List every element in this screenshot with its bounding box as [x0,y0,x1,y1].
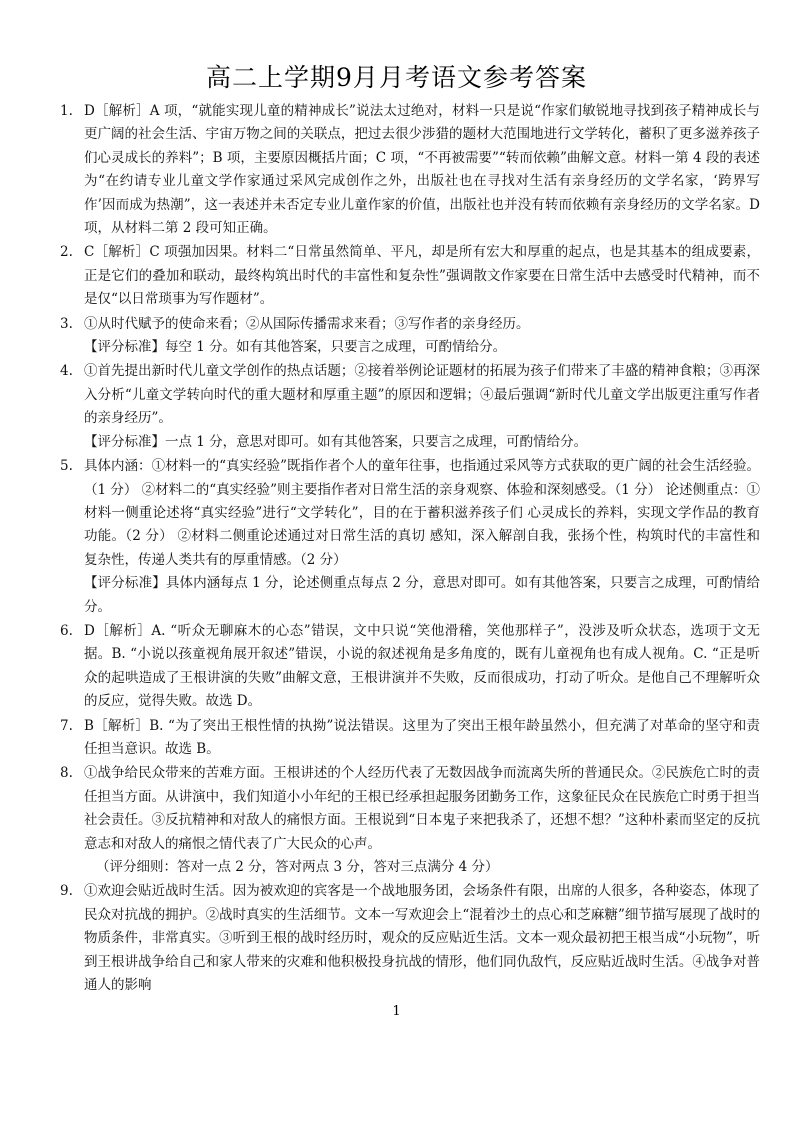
answer-item-4 [60,360,760,454]
scoring-note: 【评分标准】具体内涵每点 1 分，论述侧重点每点 2 分，意思对即可。如有其他答案，只要言之成理，可酌情给分。 [84,575,760,615]
answer-item-2 [60,241,760,311]
answer-item-5 [60,455,760,619]
item-number: 4. [60,363,73,380]
item-number: 1. [60,103,73,119]
item-paragraph: D［解析］A. “听众无聊麻木的心态”错误，文中只说“笑他滑稽，笑他那样子”，没涉及听众状态，选项于文无据。B. “小说以孩童视角展开叙述”错误，小说的叙述视角是多角度的，既有儿童视角也有成人视角。C. “正是听众的起哄造成了王根讲演的失败”曲解文意，王根讲演并不失败，反而很成功，打动了听众。是他自己不理解听众的反应，觉得失败。故选 D。 [84,622,760,710]
item-paragraph: C［解析］C 项强加因果。材料二“日常虽然简单、平凡，却是所有宏大和厚重的起点，也是其基本的组成要素，正是它们的叠加和联动，最终构筑出时代的丰富性和复杂性”强调散文作家要在日常生活中去感受时代精神，而不是仅“以日常琐事为写作题材”。 [84,244,760,308]
item-paragraph: ①从时代赋予的使命来看；②从国际传播需求来看；③写作者的亲身经历。 [84,315,530,332]
scoring-note: （评分细则：答对一点 2 分，答对两点 3 分，答对三点满分 4 分） [96,859,499,875]
answer-item-9 [60,880,760,997]
answer-item-7 [60,715,760,762]
page-number: 1 [392,1004,401,1019]
item-paragraph: ①首先提出新时代儿童文学创作的热点话题；②接着举例论证题材的拓展为孩子们带来了丰盛的精神食粮；③再深入分析“儿童文学转向时代的重大题材和厚重主题”的原因和逻辑；④最后强调“新时代儿童文学出版更注重写作者的亲身经历”。 [84,363,760,427]
answer-item-3 [60,313,760,360]
item-number: 9. [60,883,73,900]
scoring-note: 【评分标准】一点 1 分，意思对即可。如有其他答案，只要言之成理，可酌情给分。 [84,433,588,450]
item-paragraph: ①战争给民众带来的苦难方面。王根讲述的个人经历代表了无数因战争而流离失所的普通民众。②民族危亡时的责任担当方面。从讲演中，我们知道小小年纪的王根已经承担起服务团勤务工作，这象征民众在民族危亡时勇于担当社会责任。③反抗精神和对敌人的痛恨方面。王根说到“日本鬼子来把我杀了，还想不想？”这种朴素而坚定的反抗意志和对敌人的痛恨之情代表了广大民众的心声。 [84,765,760,852]
page-title: 高二上学期9月月考语文参考答案 [206,63,587,92]
item-paragraph: D［解析］A 项，“就能实现儿童的精神成长”说法太过绝对，材料一只是说“作家们敏锐地寻找到孩子精神成长与更广阔的社会生活、宇宙万物之间的关联点，把过去很少涉猎的题材大范围地进行文学转化，蓄积了更多滋养孩子们心灵成长的养料”；B 项，主要原因概括片面；C 项，“不再被需要”“转而依赖”曲解文意。材料一第 4 段的表述为“在约请专业儿童文学作家通过采风完成创作之外，出版社也在寻找对生活有亲身经历的文学名家，‘跨界写作’因而成为热潮”，这一表述并未否定专业儿童作家的价值，出版社也并没有转而依赖有亲身经历的文学名家。D 项，从材料二第 2 段可知正确。 [84,103,760,237]
item-number: 8. [60,765,73,782]
answer-item-1 [60,100,760,240]
scoring-note: 【评分标准】每空 1 分。如有其他答案，只要言之成理，可酌情给分。 [84,339,507,356]
item-number: 6. [60,622,73,639]
item-number: 7. [60,717,73,734]
item-paragraph: 具体内涵：①材料一的“真实经验”既指作者个人的童年往事，也指通过采风等方式获取的更广阔的社会生活经验。（1 分） ②材料二的“真实经验”则主要指作者对日常生活的亲身观察、体验和深刻感受。（1 分） 论述侧重点：①材料一侧重论述将“真实经验”进行“文学转化”，目的在于蓄积滋养孩子们 心灵成长的养料，实现文学作品的教育功能。（2 分） ②材料二侧重论述通过对日常生活的真切 感知，深入解剖自我，张扬个性，构筑时代的丰富性和复杂性，传递人类共有的厚重情感。（2 分） [84,458,760,568]
item-number: 2. [60,244,73,261]
item-number: 3. [60,315,73,332]
answer-list [60,100,760,998]
answer-item-8 [60,762,760,879]
item-paragraph: B［解析］B. “为了突出王根性情的执拗”说法错误。这里为了突出王根年龄虽然小，但充满了对革命的坚守和责任担当意识。故选 B。 [84,717,760,757]
item-paragraph: ①欢迎会贴近战时生活。因为被欢迎的宾客是一个战地服务团，会场条件有限，出席的人很多，各种姿态，体现了民众对抗战的拥护。②战时真实的生活细节。文本一写欢迎会上“混着沙土的点心和芝麻糖”细节描写展现了战时的物质条件，非常真实。③听到王根的战时经历时，观众的反应贴近生活。文本一观众最初把王根当成“小玩物”，听到王根讲战争给自己和家人带来的灾难和他积极投身抗战的情形，他们同仇敌忾，反应贴近战时生活。④战争对普通人的影响 [84,883,760,994]
answer-item-6 [60,620,760,714]
item-number: 5. [60,458,73,475]
